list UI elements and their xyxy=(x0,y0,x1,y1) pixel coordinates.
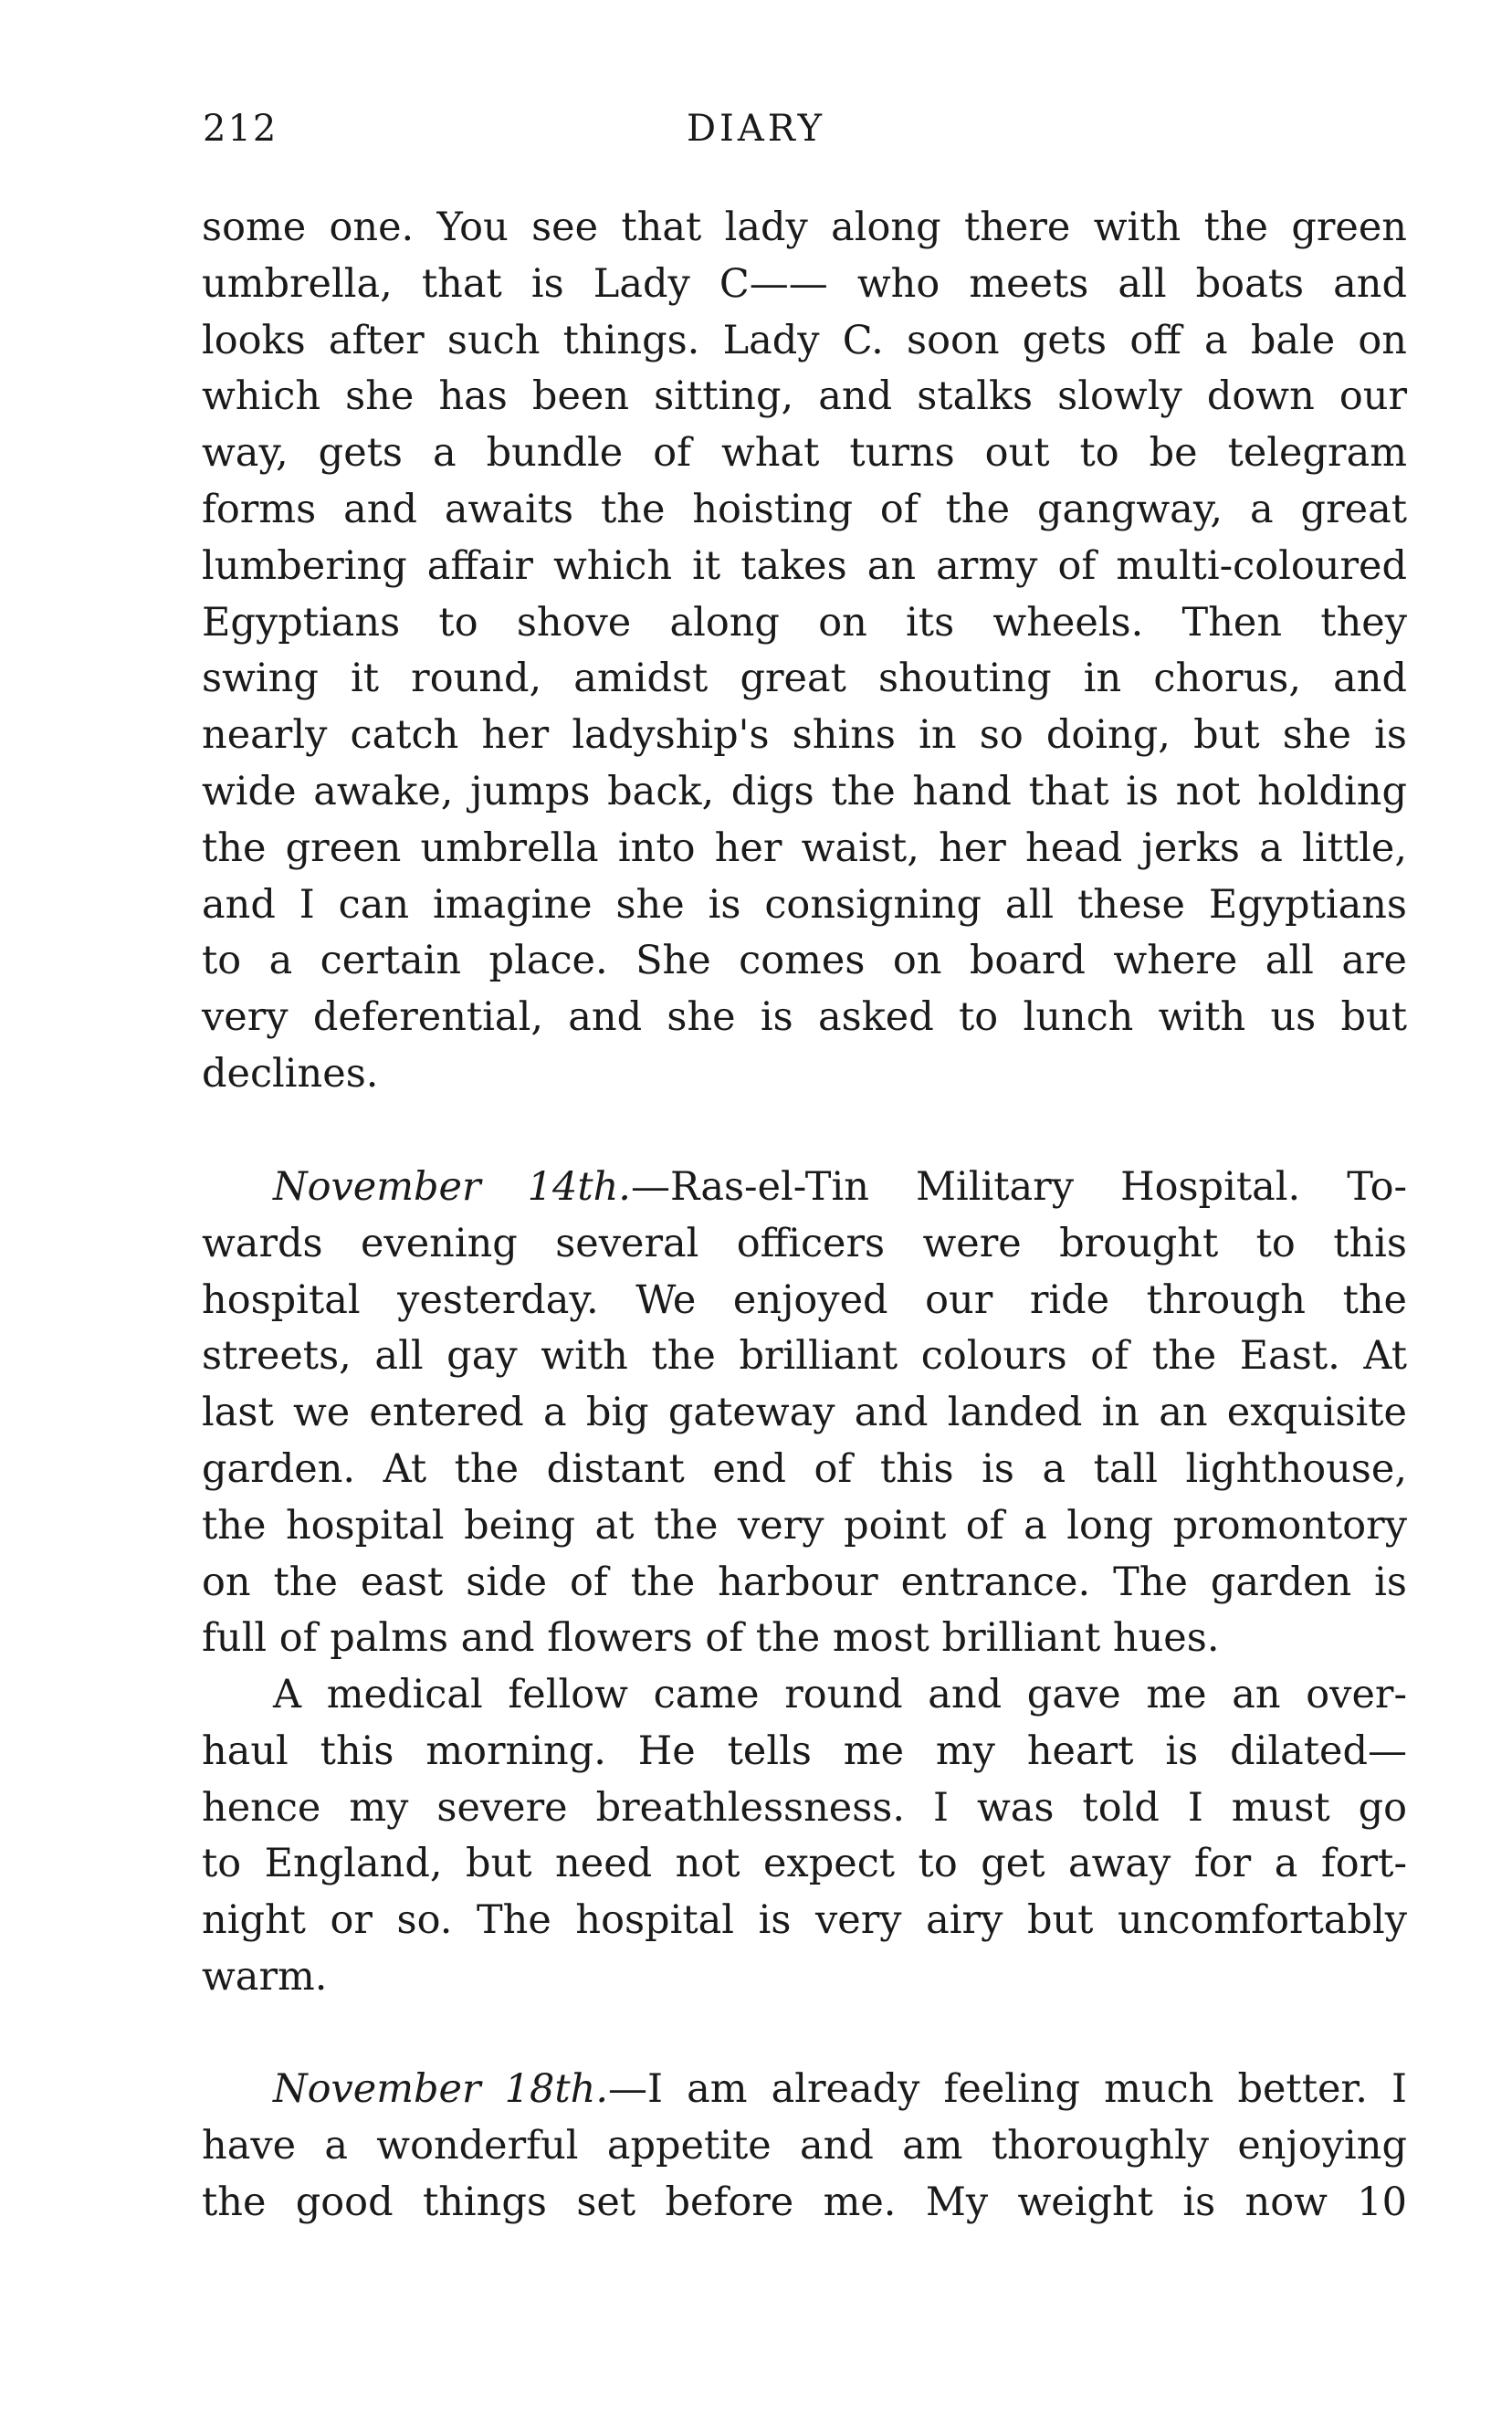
text-line: hence my severe breathlessness. I was told I must go xyxy=(202,1784,1407,1831)
text-line: streets, all gay with the brilliant colours of the East. At xyxy=(202,1333,1407,1380)
text-line: nearly catch her ladyship's shins in so doing, but she is xyxy=(202,712,1407,759)
text-line: the hospital being at the very point of a long promontory xyxy=(202,1502,1407,1549)
text-line: hospital yesterday. We enjoyed our ride through the xyxy=(202,1276,1407,1323)
text-line: and I can imagine she is consigning all these Egyptians xyxy=(202,881,1407,928)
text-line: full of palms and flowers of the most brilliant hues. xyxy=(202,1615,1220,1662)
text-line: haul this morning. He tells me my heart is dilated— xyxy=(202,1728,1407,1774)
running-title: DIARY xyxy=(686,108,826,150)
text-line xyxy=(202,2062,1407,2118)
text-line: A medical fellow came round and gave me an over- xyxy=(273,1672,1407,1717)
text-line: wards evening several officers were brought to this xyxy=(202,1220,1407,1266)
text-line: wide awake, jumps back, digs the hand that is not holding xyxy=(202,768,1407,814)
text-line: night or so. The hospital is very airy but uncomfortably xyxy=(202,1897,1407,1944)
page-number: 212 xyxy=(203,108,278,150)
text-line: the good things set before me. My weight is now 10 xyxy=(202,2179,1407,2225)
text-line: lumbering affair which it takes an army of multi-coloured xyxy=(202,542,1407,589)
text-line: swing it round, amidst great shouting in chorus, and xyxy=(202,656,1407,702)
text-line: the green umbrella into her waist, her head jerks a little, xyxy=(202,824,1407,871)
entry-november-14 xyxy=(202,1160,1407,1667)
text-line: on the east side of the harbour entrance. The garden is xyxy=(202,1559,1407,1605)
entry-november-18 xyxy=(202,2062,1407,2231)
text-line: umbrella, that is Lady C—— who meets all boats and xyxy=(202,260,1407,307)
text-line xyxy=(202,1160,1407,1216)
text-line: Egyptians to shove along on its wheels. Then they xyxy=(202,599,1407,646)
text-line: garden. At the distant end of this is a tall lighthouse, xyxy=(202,1445,1407,1492)
text-line: very deferential, and she is asked to lunch with us but xyxy=(202,994,1407,1041)
text-line: to a certain place. She comes on board where all are xyxy=(202,938,1407,984)
text-line: forms and awaits the hoisting of the gangway, a great xyxy=(202,486,1407,532)
entry-date: November 18th. xyxy=(273,2066,608,2112)
paragraph-lady-c xyxy=(202,200,1407,1103)
text-line: last we entered a big gateway and landed in an exquisite xyxy=(202,1390,1407,1436)
entry-text: —I am already feeling much better. I xyxy=(608,2066,1407,2112)
text-line: which she has been sitting, and stalks slowly down our xyxy=(202,373,1407,420)
text-line: looks after such things. Lady C. soon gets off a bale on xyxy=(202,317,1407,363)
text-line: way, gets a bundle of what turns out to be telegram xyxy=(202,430,1407,477)
entry-date: November 14th. xyxy=(273,1164,631,1210)
text-line: declines. xyxy=(202,1050,379,1097)
text-line: have a wonderful appetite and am thoroughly enjoying xyxy=(202,2122,1407,2169)
entry-text: —Ras-el-Tin Military Hospital. To- xyxy=(630,1164,1407,1210)
paragraph-medical xyxy=(202,1667,1407,2006)
text-line: some one. You see that lady along there with the green xyxy=(202,205,1407,250)
text-line: warm. xyxy=(202,1953,328,2000)
text-line: to England, but need not expect to get away for a fort- xyxy=(202,1841,1407,1887)
